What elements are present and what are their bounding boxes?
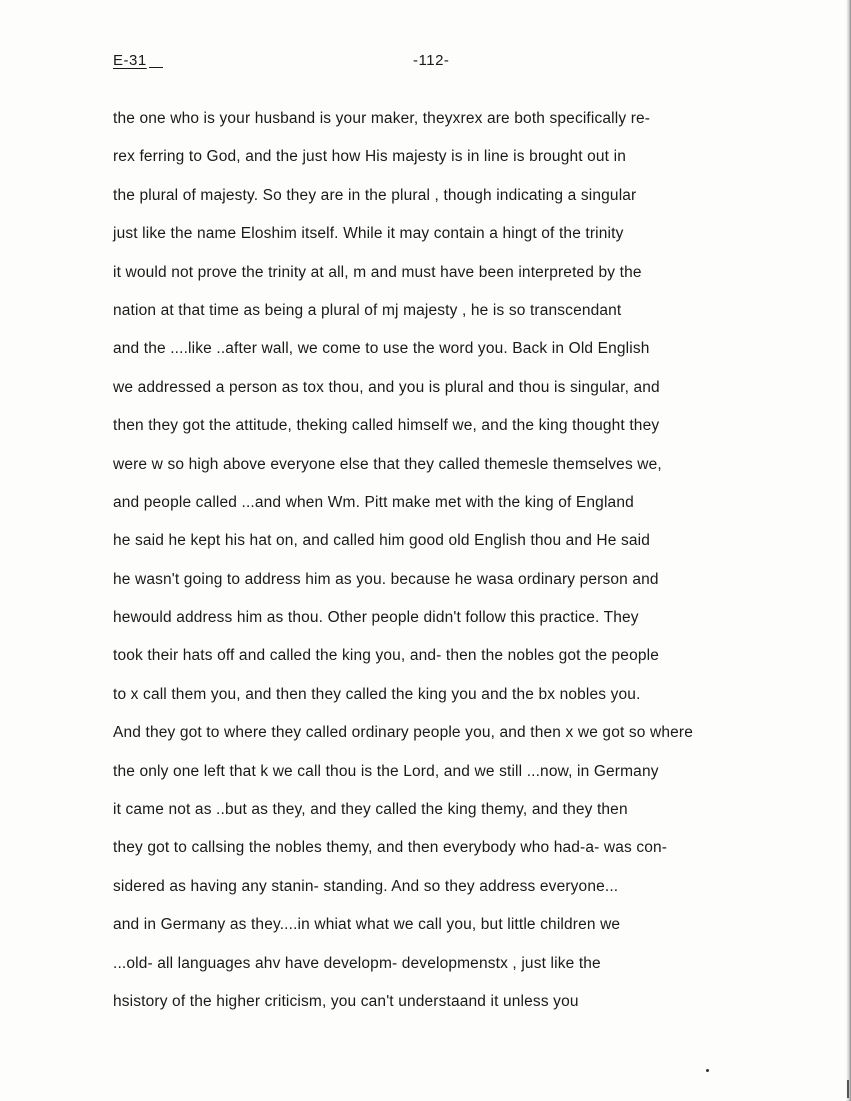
page-number: -112-: [413, 52, 450, 69]
text-line: took their hats off and called the king you, and- then the nobles got the people: [113, 647, 659, 665]
text-line: rex ferring to God, and the just how His majesty is in line is brought out in: [113, 148, 626, 166]
text-line: he wasn't going to address him as you. because he wasa ordinary person and: [113, 570, 659, 588]
text-line: they got to callsing the nobles themy, and then everybody who had-a- was con-: [113, 839, 668, 857]
document-code: E-31: [113, 52, 163, 69]
text-line: the plural of majesty. So they are in the plural , though indicating a singular: [113, 186, 637, 204]
text-line: and the ....like ..after wall, we come to use the word you. Back in Old English: [113, 340, 650, 358]
text-line: and in Germany as they....in whiat what we call you, but little children we: [113, 916, 621, 934]
text-line: to x call them you, and then they called the king you and the bx nobles you.: [113, 685, 641, 703]
text-line: nation at that time as being a plural of mj majesty , he is so transcendant: [113, 301, 622, 319]
transcript-body: [113, 108, 813, 1029]
text-line: the only one left that k we call thou is the Lord, and we still ...now, in Germany: [113, 762, 659, 780]
text-line: the one who is your husband is your maker, theyxrex are both specifically re-: [113, 110, 651, 127]
text-line: And they got to where they called ordinary people you, and then x we got so where: [113, 724, 693, 742]
text-line: then they got the attitude, theking called himself we, and the king thought they: [113, 417, 660, 435]
text-line: were w so high above everyone else that they called themesle themselves we,: [113, 455, 662, 473]
page-edge-shadow: [846, 0, 851, 1101]
scan-speck: [706, 1069, 709, 1072]
text-line: sidered as having any stanin- standing. And so they address everyone...: [113, 877, 619, 895]
text-line: hsistory of the higher criticism, you can't understaand it unless you: [113, 992, 579, 1010]
text-line: and people called ...and when Wm. Pitt make met with the king of England: [113, 493, 634, 511]
text-line: he said he kept his hat on, and called him good old English thou and He said: [113, 532, 651, 550]
text-line: we addressed a person as tox thou, and you is plural and thou is singular, and: [113, 378, 660, 396]
text-line: it came not as ..but as they, and they called the king themy, and they then: [113, 801, 628, 819]
text-line: it would not prove the trinity at all, m and must have been interpreted by the: [113, 263, 642, 281]
page-edge-tick: [847, 1080, 849, 1098]
text-line: hewould address him as thou. Other people didn't follow this practice. They: [113, 609, 639, 627]
text-line: ...old- all languages ahv have developm- developmenstx , just like the: [113, 954, 601, 972]
text-line: just like the name Eloshim itself. While it may contain a hingt of the trinity: [113, 225, 624, 243]
